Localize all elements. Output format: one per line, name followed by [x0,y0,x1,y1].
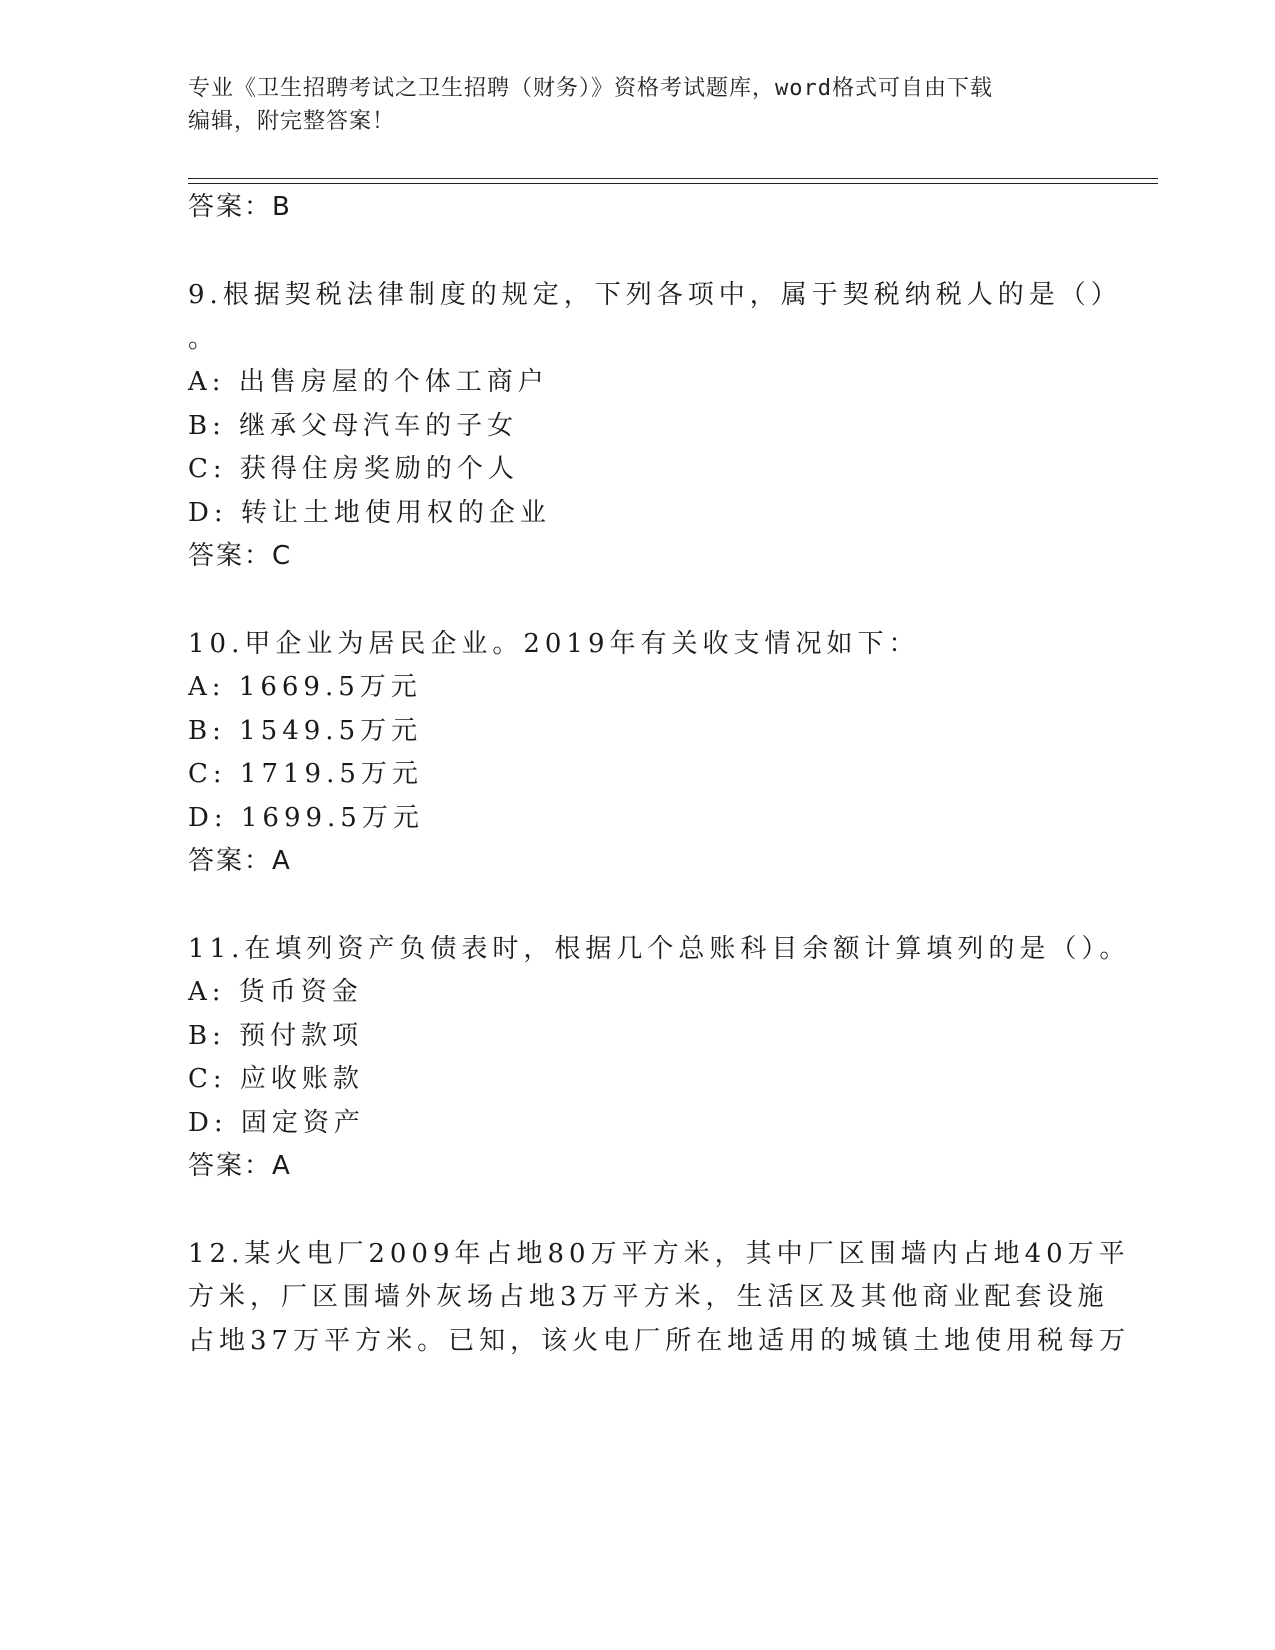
header-rule-top [188,178,1158,179]
header-line-2: 编辑，附完整答案！ [188,109,396,134]
answer-line: 答案：A [188,846,292,876]
option-line: A: 货币资金 [188,977,363,1007]
question-line: 9.根据契税法律制度的规定，下列各项中，属于契税纳税人的是（） [188,280,1122,310]
header-line-1: 专业《卫生招聘考试之卫生招聘（财务）》资格考试题库，word格式可自由下载 [188,76,993,101]
option-line: B: 继承父母汽车的子女 [188,411,519,441]
option-line: D: 固定资产 [188,1108,365,1138]
option-line: B: 预付款项 [188,1021,364,1051]
document-header [188,72,1088,138]
question-line: 11.在填列资产负债表时，根据几个总账科目余额计算填列的是（）。 [188,934,1131,964]
option-line: D: 转让土地使用权的企业 [188,498,551,528]
question-line: 方米，厂区围墙外灰场占地3万平方米，生活区及其他商业配套设施 [188,1282,1109,1312]
question-line: 占地37万平方米。已知，该火电厂所在地适用的城镇土地使用税每万 [188,1326,1131,1356]
option-line: C: 1719.5万元 [188,759,423,789]
answer-line: 答案：A [188,1151,292,1181]
header-rule-bottom [188,183,1158,184]
option-line: A: 1669.5万元 [188,672,422,702]
question-line: 。 [188,324,220,354]
option-line: D: 1699.5万元 [188,803,424,833]
answer-line: 答案：B [188,192,292,222]
option-line: B: 1549.5万元 [188,716,423,746]
option-line: C: 应收账款 [188,1064,364,1094]
option-line: A: 出售房屋的个体工商户 [188,367,549,397]
question-line: 12.某火电厂2009年占地80万平方米，其中厂区围墙内占地40万平 [188,1239,1130,1269]
question-line: 10.甲企业为居民企业。2019年有关收支情况如下： [188,629,920,659]
option-line: C: 获得住房奖励的个人 [188,454,519,484]
answer-line: 答案：C [188,541,293,571]
